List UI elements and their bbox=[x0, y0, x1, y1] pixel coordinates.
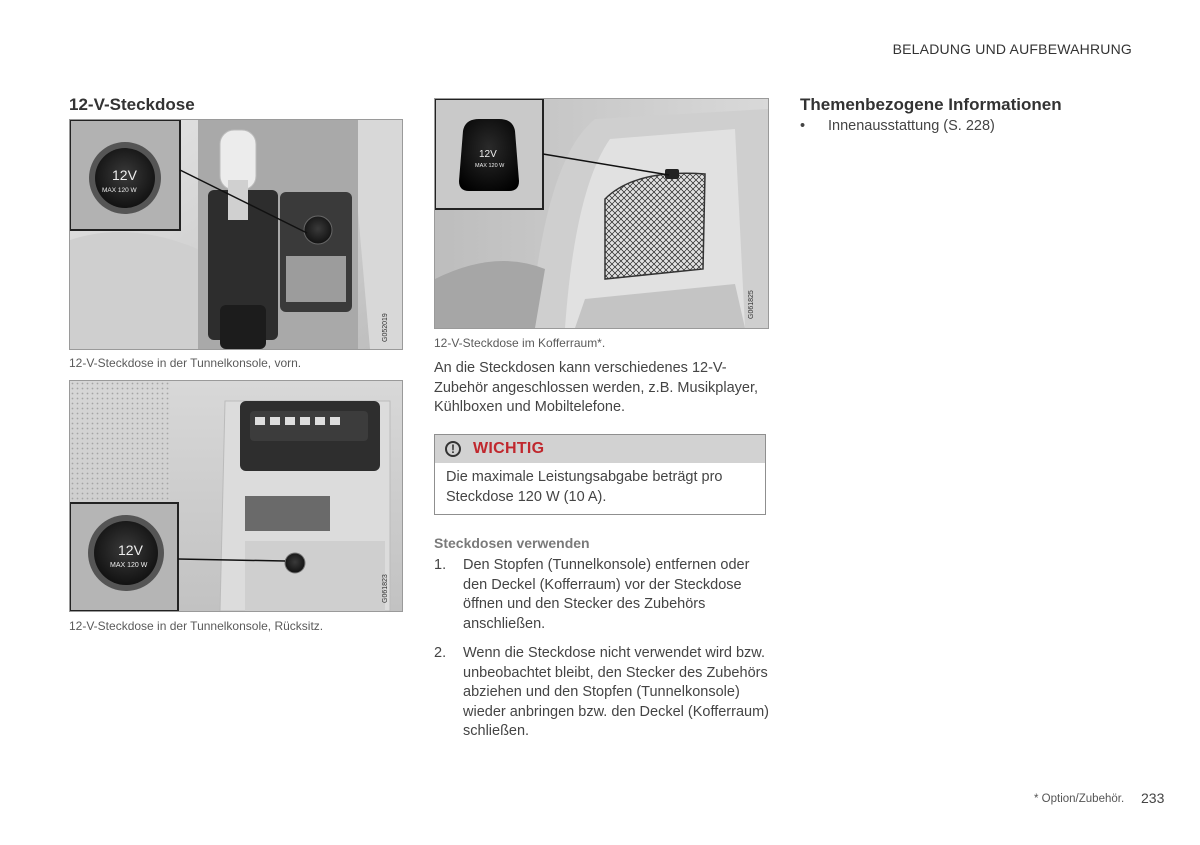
section-title: 12-V-Steckdose bbox=[69, 95, 195, 114]
usage-steps bbox=[434, 556, 770, 752]
socket-label-12v: 12V bbox=[118, 542, 143, 558]
warning-box bbox=[434, 434, 766, 515]
page-number: 233 bbox=[1141, 790, 1165, 806]
figure-caption: 12-V-Steckdose im Kofferraum*. bbox=[434, 336, 606, 350]
step-text: Wenn die Steckdose nicht verwendet wird bzw. unbeobachtet bleibt, den Stecker des Zubehörs abziehen und den Stopfen (Tunnelkonsole) wieder anbringen bzw. den Deckel (Kofferraum) schließen. bbox=[463, 645, 770, 739]
socket-label-max: MAX 120 W bbox=[102, 187, 137, 194]
bullet-icon: • bbox=[800, 118, 806, 134]
step-number: 2. bbox=[434, 645, 447, 661]
socket-label-12v: 12V bbox=[479, 149, 497, 160]
figure-code: G061825 bbox=[748, 290, 755, 319]
step-number: 1. bbox=[434, 557, 447, 573]
figure-code: G061823 bbox=[382, 574, 389, 603]
figure-caption: 12-V-Steckdose in der Tunnelkonsole, Rücksitz. bbox=[69, 619, 324, 633]
running-header: BELADUNG UND AUFBEWAHRUNG bbox=[892, 41, 1132, 57]
figure-trunk bbox=[434, 98, 769, 329]
footer-note: * Option/Zubehör. bbox=[1034, 793, 1125, 805]
socket-label-max: MAX 120 W bbox=[475, 163, 505, 169]
related-link-text[interactable]: Innenausstattung (S. 228) bbox=[828, 118, 995, 134]
socket-label-max: MAX 120 W bbox=[110, 562, 148, 569]
warning-text: Die maximale Leistungsabgabe beträgt pro Steckdose 120 W (10 A). bbox=[446, 469, 723, 505]
list-item bbox=[434, 556, 770, 634]
related-link[interactable] bbox=[800, 118, 995, 134]
socket-label-12v: 12V bbox=[112, 167, 137, 183]
warning-header bbox=[435, 435, 765, 463]
figure-rear-console bbox=[69, 380, 403, 612]
warning-title: WICHTIG bbox=[473, 440, 545, 457]
list-item bbox=[434, 644, 770, 742]
intro-paragraph: An die Steckdosen kann verschiedenes 12-V-Zubehör angeschlossen werden, z.B. Musikplayer, Kühlboxen und Mobiltelefone. bbox=[434, 360, 759, 415]
usage-heading: Steckdosen verwenden bbox=[434, 535, 590, 551]
figure-code: G052019 bbox=[382, 313, 389, 342]
exclamation-circle-icon: ! bbox=[445, 441, 461, 457]
step-text: Den Stopfen (Tunnelkonsole) entfernen oder den Deckel (Kofferraum) vor der Steckdose öffnen und den Stecker des Zubehörs anschließen. bbox=[463, 557, 750, 632]
related-info-title: Themenbezogene Informationen bbox=[800, 95, 1062, 114]
figure-caption: 12-V-Steckdose in der Tunnelkonsole, vorn. bbox=[69, 356, 302, 370]
figure-front-console bbox=[69, 119, 403, 350]
